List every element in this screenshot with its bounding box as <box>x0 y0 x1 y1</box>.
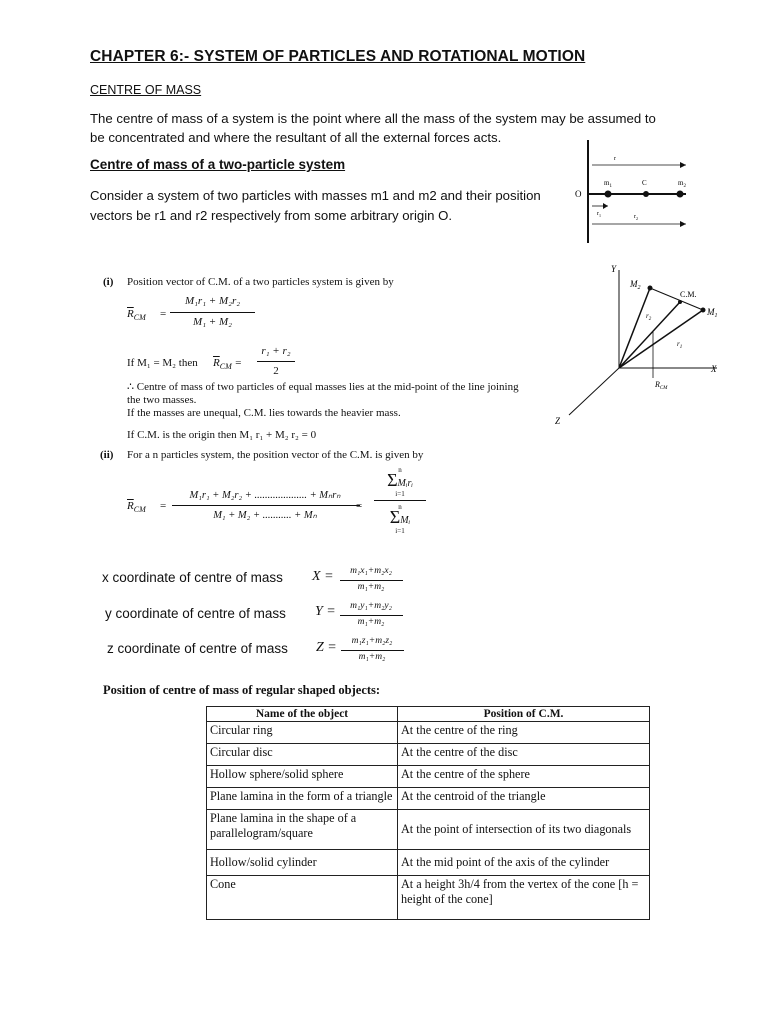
table-caption: Position of centre of mass of regular shaped objects: <box>103 683 381 697</box>
cm-3d-figure <box>545 260 735 430</box>
coord-label-z: z coordinate of centre of mass <box>107 641 288 656</box>
table-row <box>207 788 650 810</box>
cm-origin-text: If C.M. is the origin then M₁ r₁ + M₂ r₂ = 0 <box>127 429 317 441</box>
fraction-bar-2 <box>257 361 295 362</box>
m1-fig-label: $M_1$ <box>707 307 718 319</box>
n-particle-numerator: M₁r₁ + M₂r₂ + .................... + Mₙrₙ <box>189 490 341 501</box>
r1-fig-label: $r_1$ <box>677 340 683 350</box>
coord-bar-x <box>340 580 403 581</box>
r2-label: $r_2$ <box>634 214 638 221</box>
coord-den-z: m₁+m₂ <box>358 652 386 662</box>
midpoint-denominator: 2 <box>273 365 279 377</box>
two-particle-heading: Centre of mass of a two-particle system <box>90 157 346 172</box>
table-row <box>207 722 650 744</box>
x-axis-label: X <box>711 364 717 374</box>
table-row <box>207 850 650 876</box>
cm-fig-label: C.M. <box>680 290 697 299</box>
table-cell-object: Cone <box>207 876 398 920</box>
particle-m2 <box>677 191 684 198</box>
rcm-numerator: M₁r₁ + M₂r₂ <box>184 295 241 307</box>
r1-label: $r_1$ <box>597 211 601 218</box>
fraction-bar <box>170 312 255 313</box>
n-particle-denominator: M₁ + M₂ + ........... + Mₙ <box>213 510 317 521</box>
table-cell-object: Circular disc <box>207 744 398 766</box>
midpoint-numerator: r₁ + r₂ <box>261 345 291 357</box>
item2-label: (ii) <box>100 449 114 461</box>
table-cell-object: Plane lamina in the shape of a parallelogram/square <box>207 810 398 850</box>
table-cell-object: Hollow/solid cylinder <box>207 850 398 876</box>
m2-fig-label: $M_2$ <box>630 279 641 291</box>
table-cell-position: At the centre of the disc <box>397 744 649 766</box>
two-particle-text: Consider a system of two particles with masses m1 and m2 and their position vectors be r1 and r2 respectively from some arbitrary origin O. <box>90 188 541 223</box>
r2-fig-label: $r_2$ <box>646 312 652 322</box>
header-name-of-object: Name of the object <box>207 707 398 722</box>
table-row <box>207 810 650 850</box>
rcm-denominator: M₁ + M₂ <box>193 316 232 328</box>
coord-label-x: x coordinate of centre of mass <box>102 570 283 585</box>
table-cell-position: At the mid point of the axis of the cylinder <box>397 850 649 876</box>
table-row <box>207 876 650 920</box>
definition-text: The centre of mass of a system is the point where all the mass of the system may be assumed to be concentrated and where the resultant of all the external forces acts. <box>90 111 656 145</box>
equal-masses-text: ∴ Centre of mass of two particles of equal masses lies at the mid-point of the line joining the two masses. <box>127 381 519 406</box>
equals-sign-3: = <box>160 500 167 512</box>
page-title: CHAPTER 6:- SYSTEM OF PARTICLES AND ROTATIONAL MOTION <box>90 48 586 65</box>
table-cell-position: At the centroid of the triangle <box>397 788 649 810</box>
coord-bar-y <box>340 615 403 616</box>
table-cell-position: At the point of intersection of its two diagonals <box>397 810 649 850</box>
item1-text: Position vector of C.M. of a two particles system is given by <box>127 276 394 288</box>
table-header-row <box>207 707 650 722</box>
coord-num-x: m₁x₁+m₂x₂ <box>350 566 392 576</box>
item1-label: (i) <box>103 276 114 288</box>
coord-var-y: Y = <box>315 604 336 619</box>
centre-of-mass-point <box>643 191 649 197</box>
unequal-masses-text: If the masses are unequal, C.M. lies towards the heavier mass. <box>127 407 401 419</box>
cm-objects-table <box>206 706 650 920</box>
z-axis-label: Z <box>555 416 561 426</box>
coord-label-y: y coordinate of centre of mass <box>105 606 286 621</box>
rcm-symbol: $\overline{R}_{CM}$ <box>127 308 146 323</box>
coord-bar-z <box>341 650 404 651</box>
table-cell-position: At a height 3h/4 from the vertex of the cone [h = height of the cone] <box>397 876 649 920</box>
coord-num-z: m₁z₁+m₂z₂ <box>351 636 393 646</box>
rcm-fig-label: $R_{CM}$ <box>655 380 668 391</box>
m2-label: $m_2$ <box>678 179 686 189</box>
r-label: r <box>614 156 616 162</box>
particle-m1 <box>605 191 612 198</box>
origin-label: O <box>575 189 582 199</box>
two-particle-figure <box>570 140 700 245</box>
coord-var-x: X = <box>312 569 334 584</box>
equals-sign-4: = <box>356 500 363 512</box>
equals-sign: = <box>160 308 167 320</box>
table-cell-object: Plane lamina in the form of a triangle <box>207 788 398 810</box>
table-row <box>207 744 650 766</box>
table-row <box>207 766 650 788</box>
coord-num-y: m₁y₁+m₂y₂ <box>350 601 392 611</box>
rcm-symbol-2: $\overline{R}_{CM}$ = <box>213 357 242 372</box>
table-cell-object: Circular ring <box>207 722 398 744</box>
c-label: C <box>642 179 647 187</box>
rcm-symbol-3: $\overline{R}_{CM}$ <box>127 500 146 515</box>
if-equal-text: If M₁ = M₂ then <box>127 357 198 369</box>
fraction-bar-3 <box>172 505 360 506</box>
m1-label: $m_1$ <box>604 179 612 189</box>
coord-den-x: m₁+m₂ <box>357 582 385 592</box>
table-cell-position: At the centre of the ring <box>397 722 649 744</box>
coord-var-z: Z = <box>316 640 337 655</box>
header-position-of-cm: Position of C.M. <box>397 707 649 722</box>
y-axis-label: Y <box>611 264 617 274</box>
sum-expression: n ΣMᵢrᵢ i=1 n ΣMᵢ i=1 <box>374 466 426 535</box>
table-cell-position: At the centre of the sphere <box>397 766 649 788</box>
table-cell-object: Hollow sphere/solid sphere <box>207 766 398 788</box>
coord-den-y: m₁+m₂ <box>357 617 385 627</box>
section-subtitle: CENTRE OF MASS <box>90 83 202 97</box>
item2-text: For a n particles system, the position vector of the C.M. is given by <box>127 449 424 461</box>
